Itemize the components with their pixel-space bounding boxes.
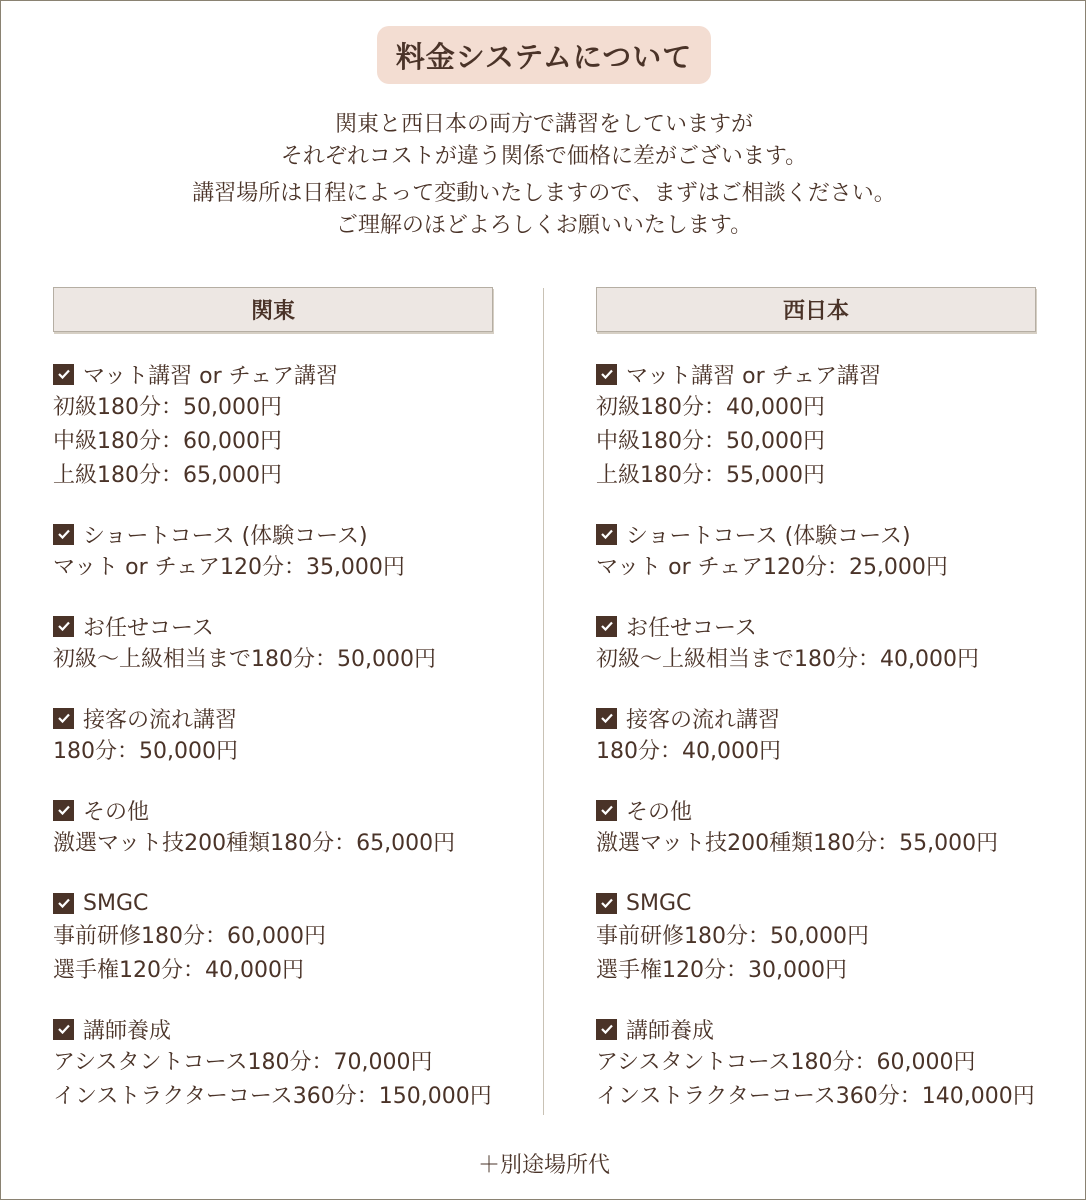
price-line: 激選マット技200種類180分：55,000円 — [596, 831, 999, 856]
kanto-section-instructor — [53, 1012, 492, 1114]
price-line: 中級180分：50,000円 — [596, 429, 825, 454]
intro-line-4: ご理解のほどよろしくお願いいたします。 — [335, 213, 753, 238]
price-line: アシスタントコース180分：60,000円 — [596, 1050, 976, 1075]
checkbox-icon — [596, 616, 617, 637]
nishinihon-section-other — [596, 793, 998, 861]
price-line: 上級180分：55,000円 — [596, 463, 825, 488]
section-title: その他 — [626, 799, 693, 825]
checkbox-icon — [53, 800, 74, 821]
price-line: 選手権120分：30,000円 — [596, 958, 847, 983]
section-title: 講師養成 — [83, 1018, 172, 1044]
intro-line-3: 講習場所は日程によって変動いたしますので、まずはご相談ください。 — [192, 181, 896, 206]
section-heading — [53, 517, 405, 551]
section-title: 接客の流れ講習 — [626, 707, 781, 733]
checkbox-icon — [596, 1019, 617, 1040]
checkbox-icon — [53, 524, 74, 545]
section-heading — [596, 357, 881, 391]
nishinihon-section-service — [596, 701, 781, 769]
price-line: インストラクターコース360分：150,000円 — [53, 1084, 492, 1109]
section-heading — [53, 357, 338, 391]
footer-note: ＋別途場所代 — [477, 1153, 610, 1178]
page-title: 料金システムについて — [377, 26, 711, 84]
price-line: マット or チェア120分：25,000円 — [596, 555, 948, 580]
intro-line-1: 関東と西日本の両方で講習をしていますが — [334, 112, 753, 137]
price-line: 180分：50,000円 — [53, 739, 238, 764]
section-heading — [53, 793, 455, 827]
nishinihon-section-omakase — [596, 609, 979, 677]
kanto-header: 関東 — [53, 287, 493, 332]
price-line: 事前研修180分：50,000円 — [596, 924, 869, 949]
nishinihon-header: 西日本 — [596, 287, 1036, 332]
section-title: マット講習 or チェア講習 — [83, 363, 338, 389]
intro-line-2: それぞれコストが違う関係で価格に差がございます。 — [280, 144, 808, 169]
section-title: ショートコース (体験コース) — [626, 523, 911, 549]
checkbox-icon — [596, 364, 617, 385]
kanto-column — [53, 287, 523, 1109]
intro-block-2 — [1, 178, 1086, 242]
section-title: ショートコース (体験コース) — [83, 523, 368, 549]
section-heading — [596, 701, 781, 735]
nishinihon-section-short — [596, 517, 948, 585]
section-title: SMGC — [83, 890, 149, 916]
checkbox-icon — [53, 893, 74, 914]
kanto-section-other — [53, 793, 455, 861]
price-line: 初級〜上級相当まで180分：50,000円 — [53, 647, 436, 672]
section-heading — [596, 793, 998, 827]
checkbox-icon — [596, 893, 617, 914]
section-title: その他 — [83, 799, 150, 825]
checkbox-icon — [53, 1019, 74, 1040]
price-line: 180分：40,000円 — [596, 739, 781, 764]
section-heading — [596, 609, 979, 643]
price-line: 選手権120分：40,000円 — [53, 958, 304, 983]
intro-block-1 — [1, 109, 1086, 173]
section-title: 講師養成 — [626, 1018, 715, 1044]
price-line: 中級180分：60,000円 — [53, 429, 282, 454]
kanto-section-service — [53, 701, 238, 769]
nishinihon-column — [596, 287, 1066, 1109]
checkbox-icon — [596, 708, 617, 729]
section-title: SMGC — [626, 890, 692, 916]
kanto-section-omakase — [53, 609, 436, 677]
price-line: 初級180分：40,000円 — [596, 395, 825, 420]
section-heading — [596, 517, 948, 551]
section-heading — [53, 1012, 492, 1046]
checkbox-icon — [53, 364, 74, 385]
price-line: 初級〜上級相当まで180分：40,000円 — [596, 647, 979, 672]
section-heading — [53, 609, 436, 643]
nishinihon-section-mat — [596, 357, 881, 493]
kanto-section-mat — [53, 357, 338, 493]
nishinihon-section-smgc — [596, 886, 869, 988]
price-line: マット or チェア120分：35,000円 — [53, 555, 405, 580]
section-title: 接客の流れ講習 — [83, 707, 238, 733]
section-title: マット講習 or チェア講習 — [626, 363, 881, 389]
section-heading — [53, 886, 326, 920]
section-title: お任せコース — [626, 615, 757, 641]
section-heading — [596, 1012, 1035, 1046]
price-line: 事前研修180分：60,000円 — [53, 924, 326, 949]
kanto-section-short — [53, 517, 405, 585]
checkbox-icon — [596, 524, 617, 545]
checkbox-icon — [53, 708, 74, 729]
kanto-section-smgc — [53, 886, 326, 988]
nishinihon-section-instructor — [596, 1012, 1035, 1114]
price-line: アシスタントコース180分：70,000円 — [53, 1050, 433, 1075]
section-title: お任せコース — [83, 615, 214, 641]
checkbox-icon — [53, 616, 74, 637]
price-line: 上級180分：65,000円 — [53, 463, 282, 488]
price-line: 激選マット技200種類180分：65,000円 — [53, 831, 456, 856]
section-heading — [596, 886, 869, 920]
price-line: インストラクターコース360分：140,000円 — [596, 1084, 1035, 1109]
column-divider — [543, 288, 544, 1115]
price-line: 初級180分：50,000円 — [53, 395, 282, 420]
checkbox-icon — [596, 800, 617, 821]
section-heading — [53, 701, 238, 735]
